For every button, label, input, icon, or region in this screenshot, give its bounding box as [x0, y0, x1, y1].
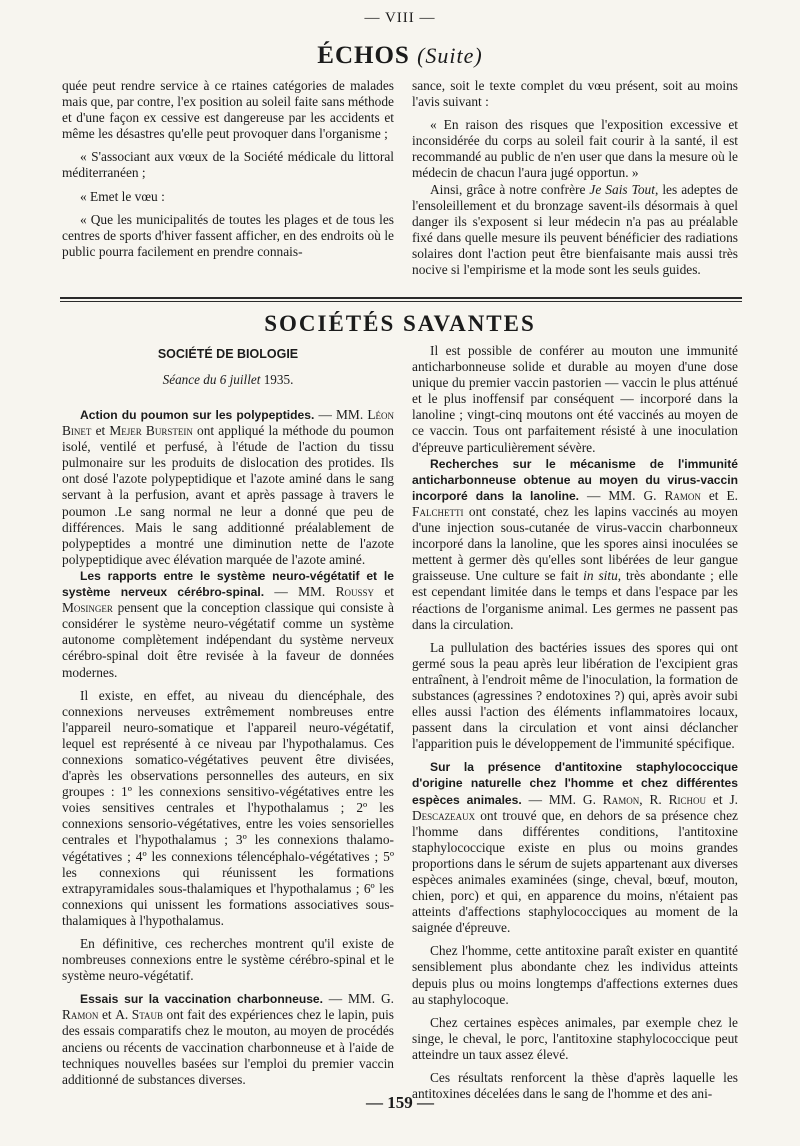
echos-suite: (Suite) [417, 43, 483, 68]
author-name: Mosinger [62, 600, 113, 616]
author-name: G. Ramon [643, 487, 701, 503]
article-paragraph: Chez certaines espèces animales, par exemple chez le singe, le cheval, le porc, l'antitoxine staphylococcique peut atteindre un taux assez élevé. [412, 1014, 738, 1062]
author-name: A. Staub [115, 1007, 163, 1023]
article-antitoxine-staphylococcique: Sur la présence d'antitoxine staphylococcique d'origine naturelle chez l'homme et chez différentes espèces animales. — MM. G. Ramon, R. Richou et J. Descazeaux ont trouvé que, en dehors de sa présence chez l'homme dans différentes conditions, l'antitoxine staphylococcique existe en plus ou moins grandes proportions dans le sérum de sujets appartenant aux diverses espèces animales examinées (singe, cheval, bœuf, mouton, chien, porc) et qui, en apparence du moins, n'étaient pas atteints d'affections staphylococciques au moment de la saignée d'épreuve. [412, 760, 738, 936]
article-paragraph: Chez l'homme, cette antitoxine paraît exister en quantité sensiblement plus abondante chez les individus atteints depuis plus ou moins longtemps d'affections externes dues au staphylocoque. [412, 943, 738, 1007]
author-name: Roussy [335, 584, 375, 600]
echos-paragraph: « En raison des risques que l'exposition excessive et inconsidérée du corps au soleil fait courir à la santé, il est recommandé au public de n'en user que dans la mesure où le médecin de chacun l'aura jugé opportun. » [412, 117, 738, 181]
echos-paragraph: « S'associant aux vœux de la Société médicale du littoral méditerranéen ; [62, 149, 394, 181]
echos-paragraph: quée peut rendre service à ce rtaines catégories de malades mais que, par contre, l'ex position au soleil faite sans méthode et d'une façon ex cessive est dangereuse par les accidents et même les désastres qu'elle peut provoquer dans l'organisme ; [62, 78, 394, 142]
article-title: Action du poumon sur les polypeptides. [80, 408, 315, 422]
biologie-left-column [62, 407, 394, 1088]
article-title: Essais sur la vaccination charbonneuse. [80, 992, 324, 1007]
article-neuro-vegetatif: Les rapports entre le système neuro-végétatif et le système nerveux cérébro-spinal. — MM. Roussy et Mosinger pensent que la conception classique qui consiste à considérer le système neuro-végétatif comme un système autonome complètement indépendant du système nerveux cérébro-spinal doit être revisée à la faveur de données modernes. [62, 568, 394, 680]
author-name: J. Descazeaux [412, 791, 738, 823]
echos-paragraph: sance, soit le texte complet du vœu présent, soit au moins l'avis suivant : [412, 78, 738, 110]
echos-paragraph: « Que les municipalités de toutes les plages et de tous les centres de sports d'hiver fassent afficher, en des endroits où le public pourra facilement en prendre connais- [62, 211, 394, 259]
article-title: Sur la présence d'antitoxine staphylococcique d'origine naturelle chez l'homme et chez différentes espèces animales. [412, 760, 738, 807]
magazine-name: Je Sais Tout [589, 181, 655, 197]
article-mecanisme-immunite: Recherches sur le mécanisme de l'immunité anticharbonneuse obtenue au moyen du virus-vaccin incorporé dans la lanoline. — MM. G. Ramon et E. Falchetti ont constaté, chez les lapins vaccinés au moyen d'une injection sous-cutanée de virus-vaccin charbonneux incorporé dans la lanoline, que les spores ainsi inoculées se mettent à germer dès qu'elles sont libérées de leur gangue graisseuse. Une culture se fait in situ, très abondante ; elle est cependant limitée dans le temps et dans l'espace par les réactions de l'organisme animal. Les germes ne passent pas dans la circulation. [412, 456, 738, 632]
author-name: E. Falchetti [412, 487, 738, 519]
page-number: — 159 — [366, 1093, 434, 1112]
article-paragraph: Il existe, en effet, au niveau du diencéphale, des connexions nerveuses extrêmement nombreuses entre l'appareil neuro-somatique et l'appareil neuro-végétatif, lequel est représenté à ce niveau par l'hypothalamus. Ces connexions somatico-végétatives peuvent être divisées, d'après les observations personnelles des auteurs, en six groupes : 1º les connexions sensitivo-végétatives entre les voies sensitives centrales et l'hypothalamus ; 2º les connexions sensorio-végétatives, entre les voies sensorielles centrales et l'hypothalamus ; 3º les connexions thalamo-végétatives ; 4º les connexions télencéphalo-végétatives ; 5º les connexions qui réunissent les formations extrapyramidales sous-thalamiques et l'hypothalamus ; 6º les connexions qui unissent les formations associatives sous-thalamiques à l'hypothalamus. [62, 687, 394, 928]
article-title: Les rapports entre le système neuro-végétatif et le système nerveux cérébro-spinal. [62, 568, 394, 600]
article-title: Recherches sur le mécanisme de l'immunité anticharbonneuse obtenue au moyen du virus-vaccin incorporé dans la lanoline. [412, 456, 738, 503]
section-divider [60, 301, 742, 302]
author-name: G. Ramon [582, 791, 640, 807]
echos-paragraph: Ainsi, grâce à notre confrère Je Sais Tout, les adeptes de l'ensoleillement et du bronzage savent-ils désormais à quel danger ils s'exposent si leur médecin n'a pas au préalable fixé dans quelle mesure ils peuvent bénéficier des radiations solaires dont l'action peut être bienfaisante mais aussi très nocive si l'empirisme et la mode sont les seuls guides. [412, 181, 738, 278]
article-paragraph: La pullulation des bactéries issues des spores qui ont germé sous la peau après leur libération de l'excipient gras entraînent, à l'endroit même de l'inoculation, la formation de substances (agressines ? endotoxines ?) qui, après avoir subi elles aussi l'action des éléments inflammatoires locaux, passent dans la circulation et vont ainsi déclancher l'apparition puis le développement de l'immunité spécifique. [412, 639, 738, 752]
societes-savantes-heading: SOCIÉTÉS SAVANTES [264, 311, 536, 336]
biologie-right-column [412, 343, 738, 1102]
seance-date: Séance du 6 juillet 1935. [162, 372, 294, 387]
echos-left-column [62, 78, 394, 260]
echos-paragraph: « Emet le vœu : [80, 188, 165, 204]
article-paragraph: Il est possible de conférer au mouton une immunité anticharbonneuse solide et durable au moyen d'une dose unique du premier vaccin pastorien — vaccin le plus atténué et le plus inoffensif par conséquent — incorporé dans la lanoline ; vingt-cinq moutons ont été vaccinés au moyen de ce vaccin. Tous ont parfaitement résisté à une inoculation d'épreuve particulièrement sévère. [412, 343, 738, 455]
echos-right-column [412, 78, 738, 278]
article-paragraph: Ces résultats renforcent la thèse d'après laquelle les antitoxines décelées dans le sang de l'homme et des ani- [412, 1070, 738, 1102]
author-name: Mejer Burstein [109, 423, 193, 439]
author-name: G. Ramon [62, 991, 394, 1023]
section-divider [60, 297, 742, 299]
societe-de-biologie-heading: SOCIÉTÉ DE BIOLOGIE [157, 347, 299, 361]
author-name: R. Richou [649, 791, 707, 807]
echos-title: ÉCHOS [317, 42, 410, 69]
author-name: Léon Binet [62, 407, 394, 439]
echos-heading [0, 42, 800, 70]
article-paragraph: En définitive, ces recherches montrent qu'il existe de nombreuses connexions entre le système cérébro-spinal et le système neuro-végétatif. [62, 936, 394, 984]
roman-page-numeral: — VIII — [364, 10, 436, 26]
article-vaccination-charbonneuse: Essais sur la vaccination charbonneuse. — MM. G. Ramon et A. Staub ont fait des expériences chez le lapin, puis des essais comparatifs chez le mouton, au moyen de procédés anciens ou récents de vaccination charbonneuse et à l'aide de techniques nouvelles basées sur l'emploi du premier vaccin additionné de substances diverses. [62, 991, 395, 1087]
article-action-du-poumon: Action du poumon sur les polypeptides. — MM. Léon Binet et Mejer Burstein ont appliqué la méthode du poumon isolé, ventilé et perfusé, à l'étude de l'action du tissu pulmonaire sur les produits de dislocation des protides. Ils ont dosé l'azote polypeptidique et l'azote aminé dans le sang servant à la perfusion, avant et après passage à travers le poumon .Le sang normal ne leur a donné que peu de différences. Mais le sang additionné préalablement de polypeptides a montré une diminution nette de l'azote polypeptidique avec élévation marquée de l'azote aminé. [62, 407, 394, 567]
